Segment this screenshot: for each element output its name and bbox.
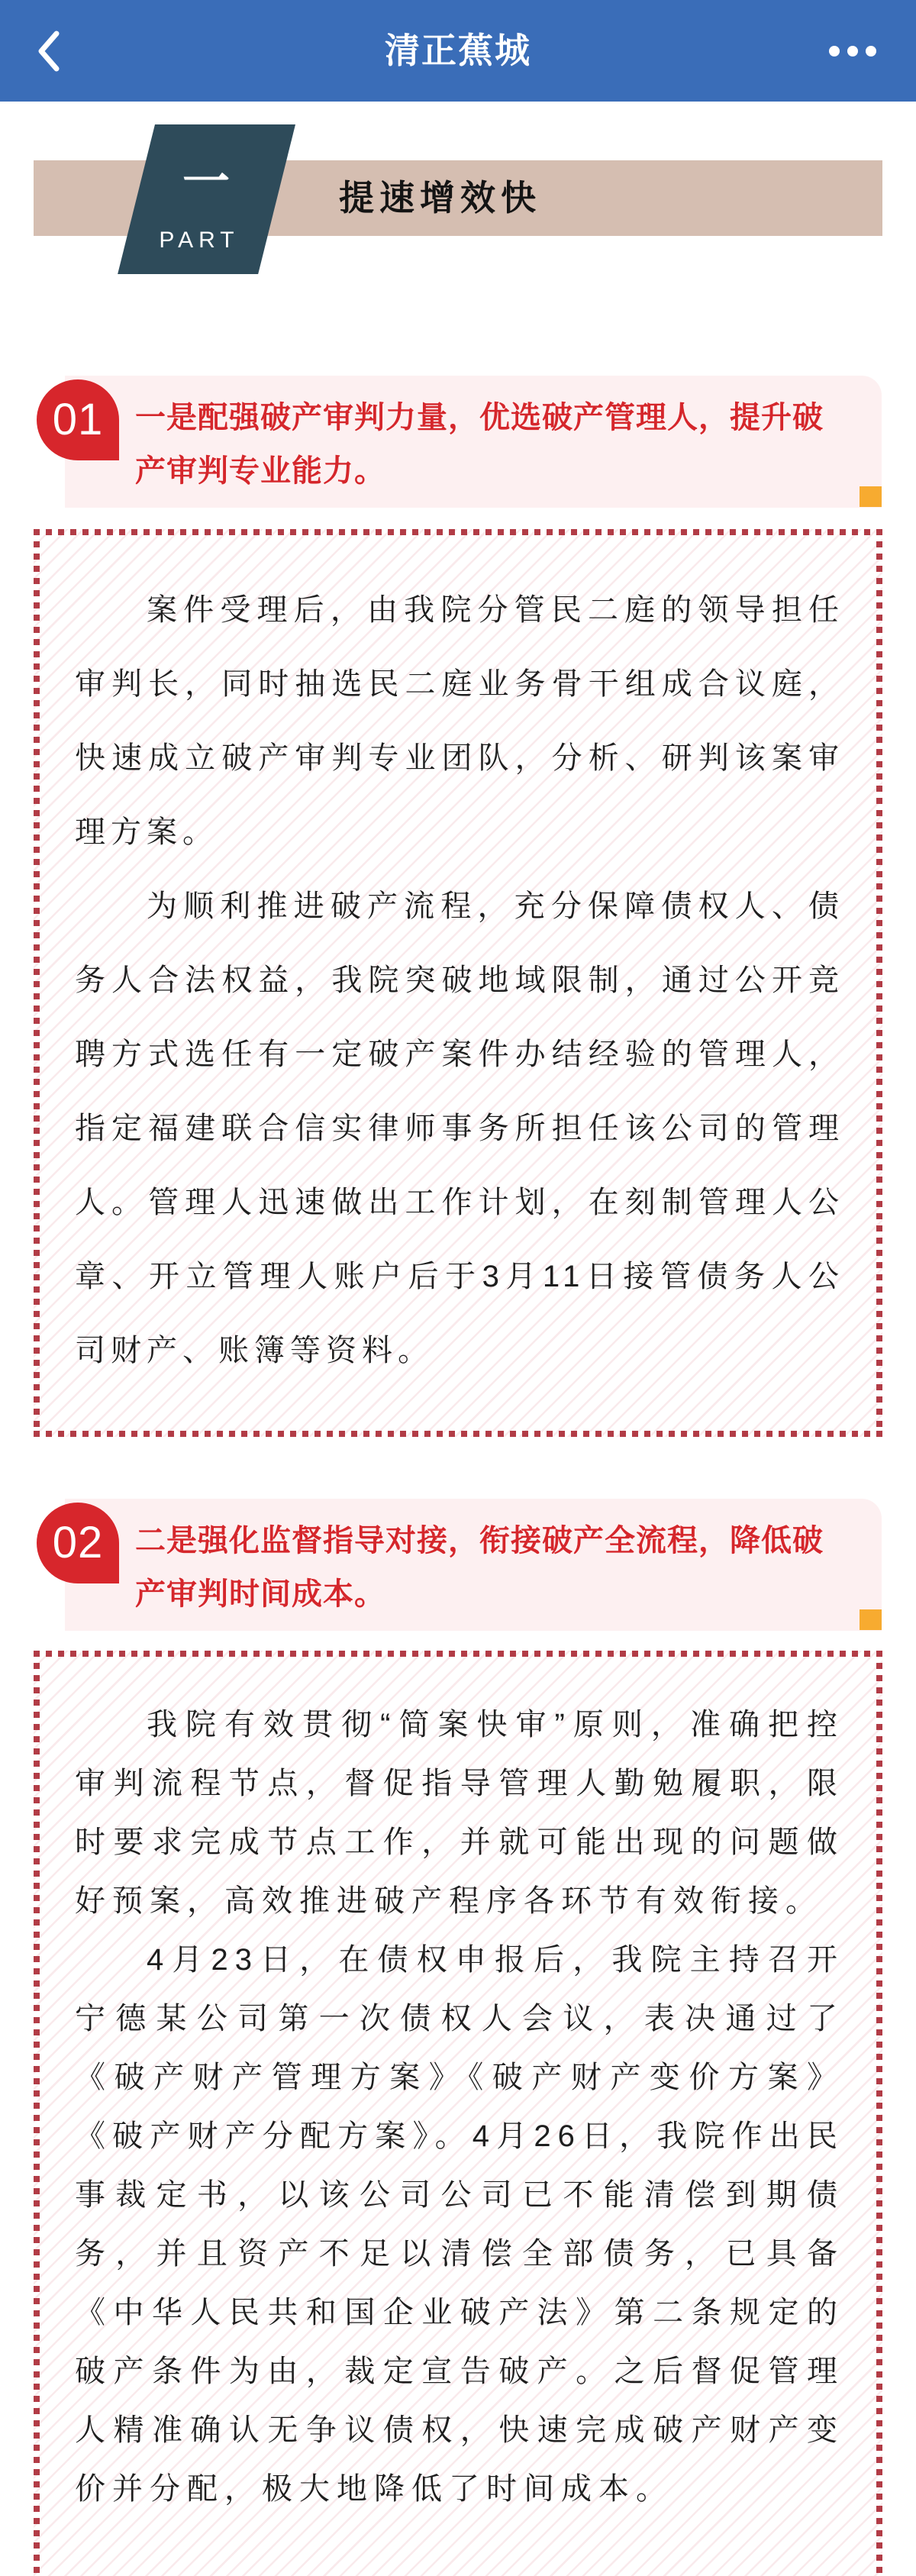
section-2-content-box [34,1651,882,2576]
paragraph: 4月23日，在债权申报后，我院主持召开宁德某公司第一次债权人会议，表决通过了《破产财产管理方案》《破产财产变价方案》《破产财产分配方案》。4月26日，我院作出民事裁定书，以该公司公司已不能清偿到期债务，并且资产不足以清偿全部债务，已具备《中华人民共和国企业破产法》第二条规定的破产条件为由，裁定宣告破产。之后督促管理人精准确认无争议债权，快速完成破产财产变价并分配，极大地降低了时间成本。 [75,1943,844,2506]
corner-accent-square [860,1609,882,1630]
corner-accent-square [860,486,882,507]
section-1-content-box [34,529,882,1437]
part-title: 提速增效快 [339,178,541,218]
paragraph: 为顺利推进破产流程，充分保障债权人、债务人合法权益，我院突破地域限制，通过公开竞聘方式选任有一定破产案件办结经验的管理人，指定福建联合信实律师事务所担任该公司的管理人。管理人迅速做出工作计划，在刻制管理人公章、开立管理人账户后于3月11日接管债务人公司财产、账簿等资料。 [75,889,844,1367]
section-1-number-badge: 01 [37,379,119,460]
part-number: 一 [182,156,230,208]
more-menu-icon[interactable] [829,0,876,102]
part-label: PART [159,228,240,253]
section-1-heading: 一是配强破产审判力量，优选破产管理人，提升破产审判专业能力。 [135,401,824,488]
app-header [0,0,916,102]
paragraph: 案件受理后，由我院分管民二庭的领导担任审判长，同时抽选民二庭业务骨干组成合议庭，快速成立破产审判专业团队，分析、研判该案审理方案。 [75,593,844,849]
section-2-number-badge: 02 [37,1503,119,1583]
page-title: 清正蕉城 [385,31,531,70]
paragraph: 我院有效贯彻“简案快审”原则，准确把控审判流程节点，督促指导管理人勤勉履职，限时要求完成节点工作，并就可能出现的问题做好预案，高效推进破产程序各环节有效衔接。 [75,1708,844,1918]
section-2-heading: 二是强化监督指导对接，衔接破产全流程，降低破产审判时间成本。 [135,1524,824,1611]
